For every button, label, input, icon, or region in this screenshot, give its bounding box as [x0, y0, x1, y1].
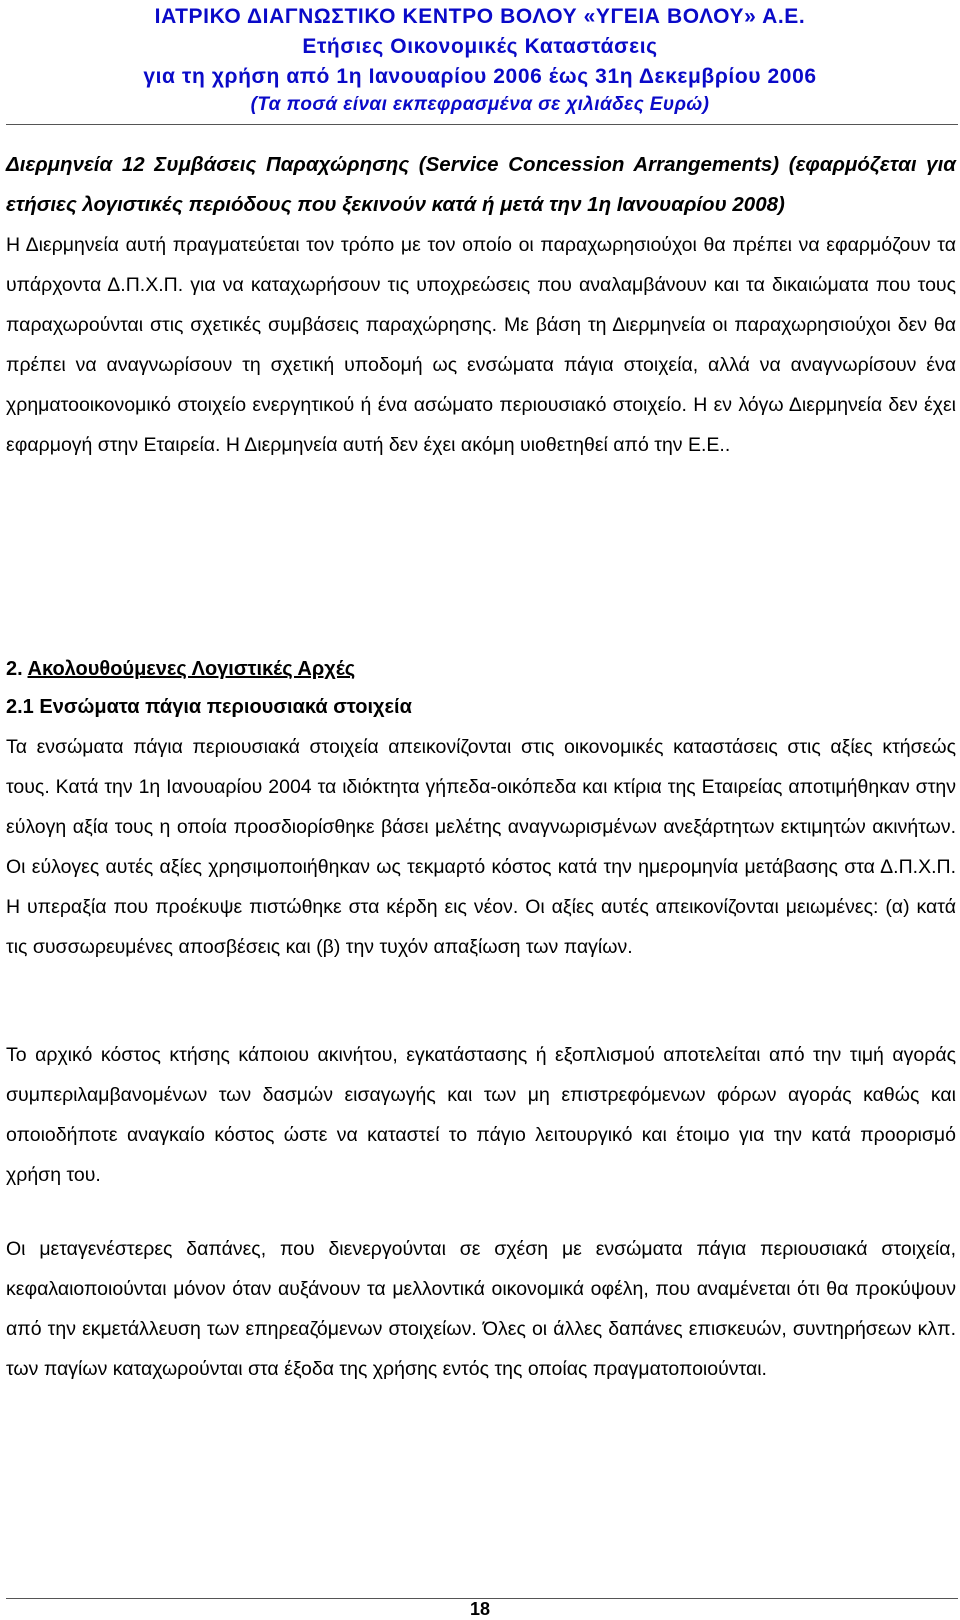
reporting-period: για τη χρήση από 1η Ιανουαρίου 2006 έως 31η Δεκεμβρίου 2006	[143, 65, 817, 88]
section-2-1-title: 2.1 Ενσώματα πάγια περιουσιακά στοιχεία	[6, 696, 412, 718]
currency-note: (Τα ποσά είναι εκπεφρασμένα σε χιλιάδες Ευρώ)	[250, 94, 710, 115]
section-2-title: Ακολουθούμενες Λογιστικές Αρχές	[27, 658, 356, 680]
section-2-number: 2.	[6, 658, 23, 680]
section-2-1-heading	[6, 688, 956, 726]
interpretation-12-body: Η Διερμηνεία αυτή πραγματεύεται τον τρόπο με τον οποίο οι παραχωρησιούχοι θα πρέπει να εφαρμόζουν τα υπάρχοντα Δ.Π.Χ.Π. για να καταχωρήσουν τις υποχρεώσεις που αναλαμβάνουν και τα δικαιώματα που τους παραχωρούνται στις σχετικές συμβάσεις παραχώρησης. Με βάση τη Διερμηνεία οι παραχωρησιούχοι δεν θα πρέπει να αναγνωρίσουν τη σχετική υποδομή ως ενσώματα πάγια στοιχεία, αλλά να αναγνωρίσουν ένα χρηματοοικονομικό στοιχείο ενεργητικού ή ένα ασώματο περιουσιακό στοιχείο. Η εν λόγω Διερμηνεία δεν έχει εφαρμογή στην Εταιρεία. Η Διερμηνεία αυτή δεν έχει ακόμη υιοθετηθεί από την Ε.Ε..	[6, 234, 956, 456]
page-number: 18	[469, 1599, 491, 1619]
report-header	[0, 2, 960, 118]
interpretation-12-block	[6, 145, 956, 465]
paragraph-text: Οι μεταγενέστερες δαπάνες, που διενεργούνται σε σχέση με ενσώματα πάγια περιουσιακά στοιχεία, κεφαλαιοποιούνται μόνον όταν αυξάνουν τα μελλοντικά οικονομικά οφέλη, που αναμένεται ότι θα προκύψουν από την εκμετάλλευση των επηρεαζόμενων στοιχείων. Όλες οι άλλες δαπάνες επισκευών, συντηρήσεων κλπ. των παγίων καταχωρούνται στα έξοδα της χρήσης εντός της οποίας πραγματοποιούνται.	[6, 1238, 956, 1380]
header-divider	[6, 124, 958, 125]
section-2-heading	[6, 650, 956, 688]
interpretation-12-title: Διερμηνεία 12 Συμβάσεις Παραχώρησης (Service Concession Arrangements) (εφαρμόζεται για ετήσιες λογιστικές περιόδους που ξεκινούν κατά ή μετά την 1η Ιανουαρίου 2008)	[6, 153, 956, 216]
paragraph-text: Τα ενσώματα πάγια περιουσιακά στοιχεία απεικονίζονται στις οικονομικές καταστάσεις στις αξίες κτήσεώς τους. Κατά την 1η Ιανουαρίου 2004 τα ιδιόκτητα γήπεδα-οικόπεδα και κτίρια της Εταιρείας αποτιμήθηκαν στην εύλογη αξία τους η οποία προσδιορίσθηκε βάσει μελέτης αναγνωρισμένων ανεξάρτητων εκτιμητών ακινήτων. Οι εύλογες αυτές αξίες χρησιμοποιήθηκαν ως τεκμαρτό κόστος κατά την ημερομηνία μετάβασης στα Δ.Π.Χ.Π. Η υπεραξία που προέκυψε πιστώθηκε στα κέρδη εις νέον. Οι αξίες αυτές απεικονίζονται μειωμένες: (α) κατά τις συσσωρευμένες αποσβέσεις και (β) την τυχόν απαξίωση των παγίων.	[6, 736, 956, 958]
section-2-1-paragraph-2	[6, 1035, 956, 1195]
section-2-1-paragraph-3	[6, 1229, 956, 1389]
document-title: Ετήσιες Οικονομικές Καταστάσεις	[302, 35, 658, 58]
company-name: ΙΑΤΡΙΚΟ ΔΙΑΓΝΩΣΤΙΚΟ ΚΕΝΤΡΟ ΒΟΛΟΥ «ΥΓΕΙΑ ΒΟΛΟΥ» Α.Ε.	[154, 5, 806, 28]
paragraph-text: Το αρχικό κόστος κτήσης κάποιου ακινήτου, εγκατάστασης ή εξοπλισμού αποτελείται από την τιμή αγοράς συμπεριλαμβανομένων των δασμών εισαγωγής και των μη επιστρεφόμενων φόρων αγοράς καθώς και οποιοδήποτε αναγκαίο κόστος ώστε να καταστεί το πάγιο λειτουργικό και έτοιμο για την κατά προορισμό χρήση του.	[6, 1044, 956, 1186]
section-2-1-paragraph-1	[6, 727, 956, 967]
